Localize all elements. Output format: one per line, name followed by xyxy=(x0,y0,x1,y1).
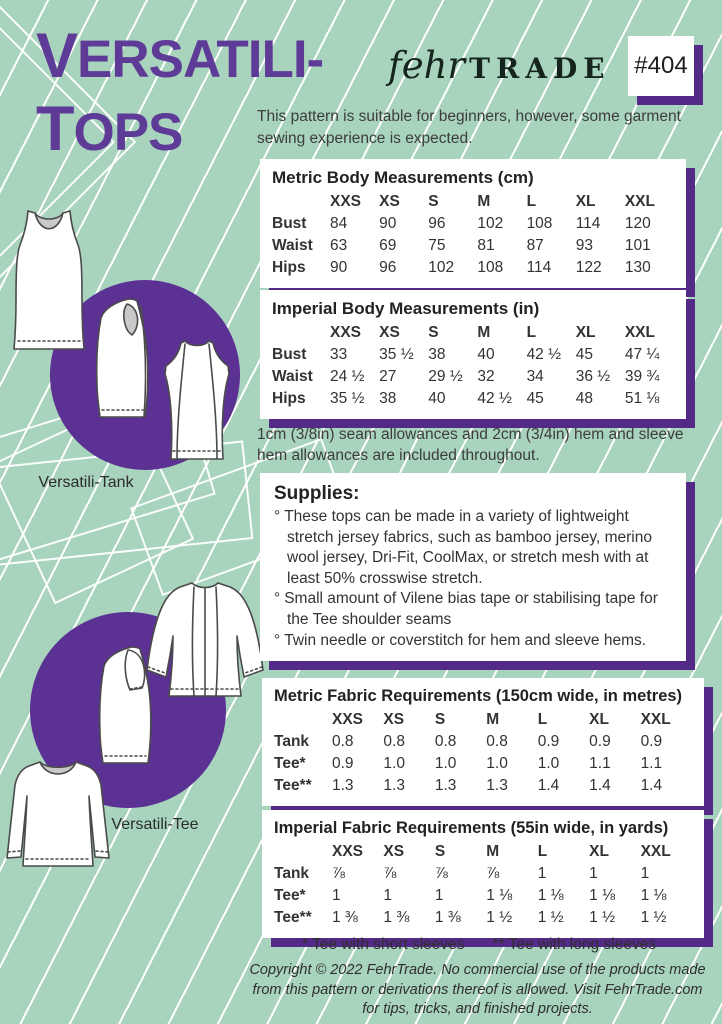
table-title: Imperial Fabric Requirements (55in wide, in yards) xyxy=(274,819,669,837)
corner-cell xyxy=(274,841,332,863)
row-label: Bust xyxy=(272,346,307,363)
value-cell: 1.3 xyxy=(332,777,354,794)
size-header: XXL xyxy=(640,711,671,728)
value-cell: 0.8 xyxy=(486,733,508,750)
value-cell: 1 ⅜ xyxy=(332,909,358,926)
pattern-number-badge: #404 xyxy=(628,36,694,96)
row-label: Hips xyxy=(272,259,306,276)
bullet-icon: ° xyxy=(274,590,281,608)
supply-item-text: Twin needle or coverstitch for hem and sleeve hems. xyxy=(284,631,647,649)
value-cell: 1 ⅛ xyxy=(537,887,564,904)
value-cell: 90 xyxy=(330,259,348,276)
value-cell: 45 xyxy=(575,346,593,363)
size-header: XS xyxy=(379,193,400,210)
value-cell: 1.4 xyxy=(640,777,663,794)
value-cell: 1.3 xyxy=(383,777,405,794)
value-cell: 42 ½ xyxy=(526,346,562,363)
metric-fabric-table xyxy=(274,709,692,797)
tank-front-illustration xyxy=(6,208,92,358)
supply-item xyxy=(274,631,672,652)
size-header: XL xyxy=(589,843,609,860)
row-label: Tank xyxy=(274,865,310,882)
metric-body-table xyxy=(272,191,674,279)
size-header: XXS xyxy=(330,193,362,210)
tee-caption: Versatili-Tee xyxy=(111,816,199,833)
value-cell: 27 xyxy=(379,368,397,385)
value-cell: 39 ¾ xyxy=(624,368,660,385)
size-header: XXS xyxy=(332,843,364,860)
supplies-list xyxy=(274,507,672,651)
value-cell: 114 xyxy=(526,259,552,276)
row-label: Waist xyxy=(272,368,313,385)
size-header: XS xyxy=(383,711,405,728)
value-cell: 0.9 xyxy=(589,733,611,750)
value-cell: 0.9 xyxy=(537,733,560,750)
size-header: M xyxy=(486,711,500,728)
value-cell: 90 xyxy=(379,215,397,232)
logo-caps-text: TRADE xyxy=(469,52,611,85)
value-cell: 38 xyxy=(379,390,397,407)
value-cell: 1 xyxy=(640,865,650,882)
value-cell: 1.0 xyxy=(537,755,560,772)
size-header: XXS xyxy=(330,324,362,341)
value-cell: 33 xyxy=(330,346,348,363)
value-cell: 1.4 xyxy=(537,777,560,794)
supplies-box xyxy=(260,473,686,661)
value-cell: 102 xyxy=(428,259,455,276)
value-cell: 1 xyxy=(332,887,341,904)
metric-fabric-requirements-box xyxy=(262,678,704,806)
value-cell: 1.3 xyxy=(434,777,457,794)
value-cell: 1.4 xyxy=(589,777,611,794)
value-cell: 1.0 xyxy=(434,755,457,772)
value-cell: 1 ½ xyxy=(640,909,667,926)
value-cell: 1.1 xyxy=(589,755,611,772)
intro-text: This pattern is suitable for beginners, however, some garment sewing experience is expected. xyxy=(257,108,681,147)
value-cell: 102 xyxy=(477,215,504,232)
size-header: XXL xyxy=(624,324,655,341)
bullet-icon: ° xyxy=(274,631,281,649)
value-cell: 75 xyxy=(428,237,446,254)
value-cell: ⅞ xyxy=(486,865,500,882)
value-cell: 93 xyxy=(575,237,593,254)
value-cell: 29 ½ xyxy=(428,368,463,385)
value-cell: 1.1 xyxy=(640,755,663,772)
bullet-icon: ° xyxy=(274,508,281,525)
corner-cell xyxy=(272,322,330,344)
size-header: XL xyxy=(589,711,609,728)
corner-cell xyxy=(274,709,332,731)
value-cell: 45 xyxy=(526,390,544,407)
logo-script-text: fehr xyxy=(388,44,466,87)
table-title: Metric Fabric Requirements (150cm wide, in metres) xyxy=(274,687,683,705)
seam-allowance-note: 1cm (3/8in) seam allowances and 2cm (3/4in) hem and sleeve hem allowances are included throughout. xyxy=(257,426,684,465)
corner-cell xyxy=(272,191,330,213)
value-cell: 1 xyxy=(589,865,598,882)
size-header: XXS xyxy=(332,711,364,728)
value-cell: ⅞ xyxy=(434,865,448,882)
value-cell: 51 ⅛ xyxy=(624,390,660,407)
value-cell: 63 xyxy=(330,237,348,254)
value-cell: 1 ½ xyxy=(537,909,564,926)
tank-back-illustration xyxy=(154,338,240,468)
value-cell: 36 ½ xyxy=(575,368,611,385)
value-cell: 96 xyxy=(428,215,446,232)
size-header: M xyxy=(477,324,491,341)
value-cell: 32 xyxy=(477,368,495,385)
value-cell: 1 ⅜ xyxy=(434,909,461,926)
value-cell: 0.8 xyxy=(332,733,354,750)
size-header: XS xyxy=(383,843,405,860)
value-cell: 1 ⅛ xyxy=(589,887,615,904)
metric-body-measurements-box xyxy=(260,159,686,288)
supply-item xyxy=(274,507,672,589)
value-cell: 69 xyxy=(379,237,397,254)
value-cell: 34 xyxy=(526,368,544,385)
size-header: XXL xyxy=(624,193,655,210)
value-cell: 38 xyxy=(428,346,446,363)
row-label: Waist xyxy=(272,237,313,254)
value-cell: 48 xyxy=(575,390,593,407)
value-cell: 96 xyxy=(379,259,397,276)
row-label: Tee** xyxy=(274,909,312,926)
supply-item-text: Small amount of Vilene bias tape or stabilising tape for the Tee shoulder seams xyxy=(284,590,658,629)
value-cell: 101 xyxy=(624,237,651,254)
tee-side-illustration xyxy=(92,644,164,772)
imperial-fabric-table xyxy=(274,841,692,929)
supplies-title: Supplies: xyxy=(274,483,360,504)
supply-item xyxy=(274,589,672,630)
tank-side-illustration xyxy=(88,296,160,426)
row-label: Hips xyxy=(272,390,306,407)
size-header: S xyxy=(428,193,439,210)
size-header: M xyxy=(486,843,500,860)
value-cell: 0.8 xyxy=(434,733,457,750)
value-cell: 1.3 xyxy=(486,777,508,794)
value-cell: 1.0 xyxy=(383,755,405,772)
value-cell: 0.9 xyxy=(640,733,663,750)
size-header: XXL xyxy=(640,843,671,860)
value-cell: 1 xyxy=(537,865,547,882)
row-label: Tank xyxy=(274,733,310,750)
value-cell: 108 xyxy=(477,259,504,276)
value-cell: 40 xyxy=(428,390,446,407)
value-cell: 81 xyxy=(477,237,495,254)
value-cell: 120 xyxy=(624,215,651,232)
size-header: L xyxy=(526,324,537,341)
footnote-long-sleeve: ** Tee with long sleeves xyxy=(492,936,656,953)
size-header: XL xyxy=(575,193,596,210)
tank-caption: Versatili-Tank xyxy=(38,474,134,491)
size-header: S xyxy=(428,324,439,341)
value-cell: 87 xyxy=(526,237,544,254)
value-cell: 1 xyxy=(383,887,393,904)
size-header: L xyxy=(526,193,537,210)
size-header: S xyxy=(434,711,446,728)
value-cell: 130 xyxy=(624,259,651,276)
imperial-fabric-requirements-box xyxy=(262,810,704,938)
value-cell: 1 ½ xyxy=(486,909,513,926)
imperial-body-table xyxy=(272,322,674,410)
value-cell: 108 xyxy=(526,215,553,232)
size-header: L xyxy=(537,843,548,860)
value-cell: 1 ⅛ xyxy=(486,887,513,904)
value-cell: 40 xyxy=(477,346,495,363)
supply-item-text: These tops can be made in a variety of lightweight stretch jersey fabrics, such as bamboo jersey, merino wool jersey, Dri-Fit, CoolMax, or stretch mesh with at least 50% crosswise stretch. xyxy=(284,508,652,587)
value-cell: 1 ⅛ xyxy=(640,887,667,904)
footnote-short-sleeve: * Tee with short sleeves xyxy=(302,936,465,953)
size-header: XL xyxy=(575,324,596,341)
size-header: M xyxy=(477,193,491,210)
value-cell: 35 ½ xyxy=(379,346,414,363)
imperial-body-measurements-box xyxy=(260,290,686,419)
page-title-line2: TOPS xyxy=(36,94,183,165)
value-cell: 84 xyxy=(330,215,348,232)
tee-front-illustration xyxy=(2,754,114,880)
row-label: Tee* xyxy=(274,755,306,772)
value-cell: 47 ¼ xyxy=(624,346,660,363)
row-label: Tee** xyxy=(274,777,312,794)
value-cell: 114 xyxy=(575,215,601,232)
value-cell: ⅞ xyxy=(383,865,397,882)
row-label: Bust xyxy=(272,215,307,232)
size-header: L xyxy=(537,711,548,728)
value-cell: 122 xyxy=(575,259,602,276)
page-title-line1: VERSATILI- xyxy=(36,21,324,91)
value-cell: 1.0 xyxy=(486,755,508,772)
size-header: S xyxy=(434,843,446,860)
value-cell: 42 ½ xyxy=(477,390,512,407)
value-cell: 1 ½ xyxy=(589,909,615,926)
size-header: XS xyxy=(379,324,400,341)
value-cell: 0.9 xyxy=(332,755,354,772)
table-title: Imperial Body Measurements (in) xyxy=(272,299,540,318)
row-label: Tee* xyxy=(274,887,306,904)
copyright-text: Copyright © 2022 FehrTrade. No commercial use of the products made from this pattern or derivations thereof is allowed. Visit FehrTrade.com for tips, tricks, and finished projects. xyxy=(249,962,706,1018)
value-cell: 1 ⅜ xyxy=(383,909,410,926)
value-cell: 35 ½ xyxy=(330,390,365,407)
value-cell: 1 xyxy=(434,887,444,904)
value-cell: 0.8 xyxy=(383,733,405,750)
value-cell: ⅞ xyxy=(332,865,345,882)
table-title: Metric Body Measurements (cm) xyxy=(272,168,534,187)
value-cell: 24 ½ xyxy=(330,368,365,385)
fehrtrade-logo xyxy=(388,44,611,87)
sleeve-footnotes xyxy=(256,936,702,954)
